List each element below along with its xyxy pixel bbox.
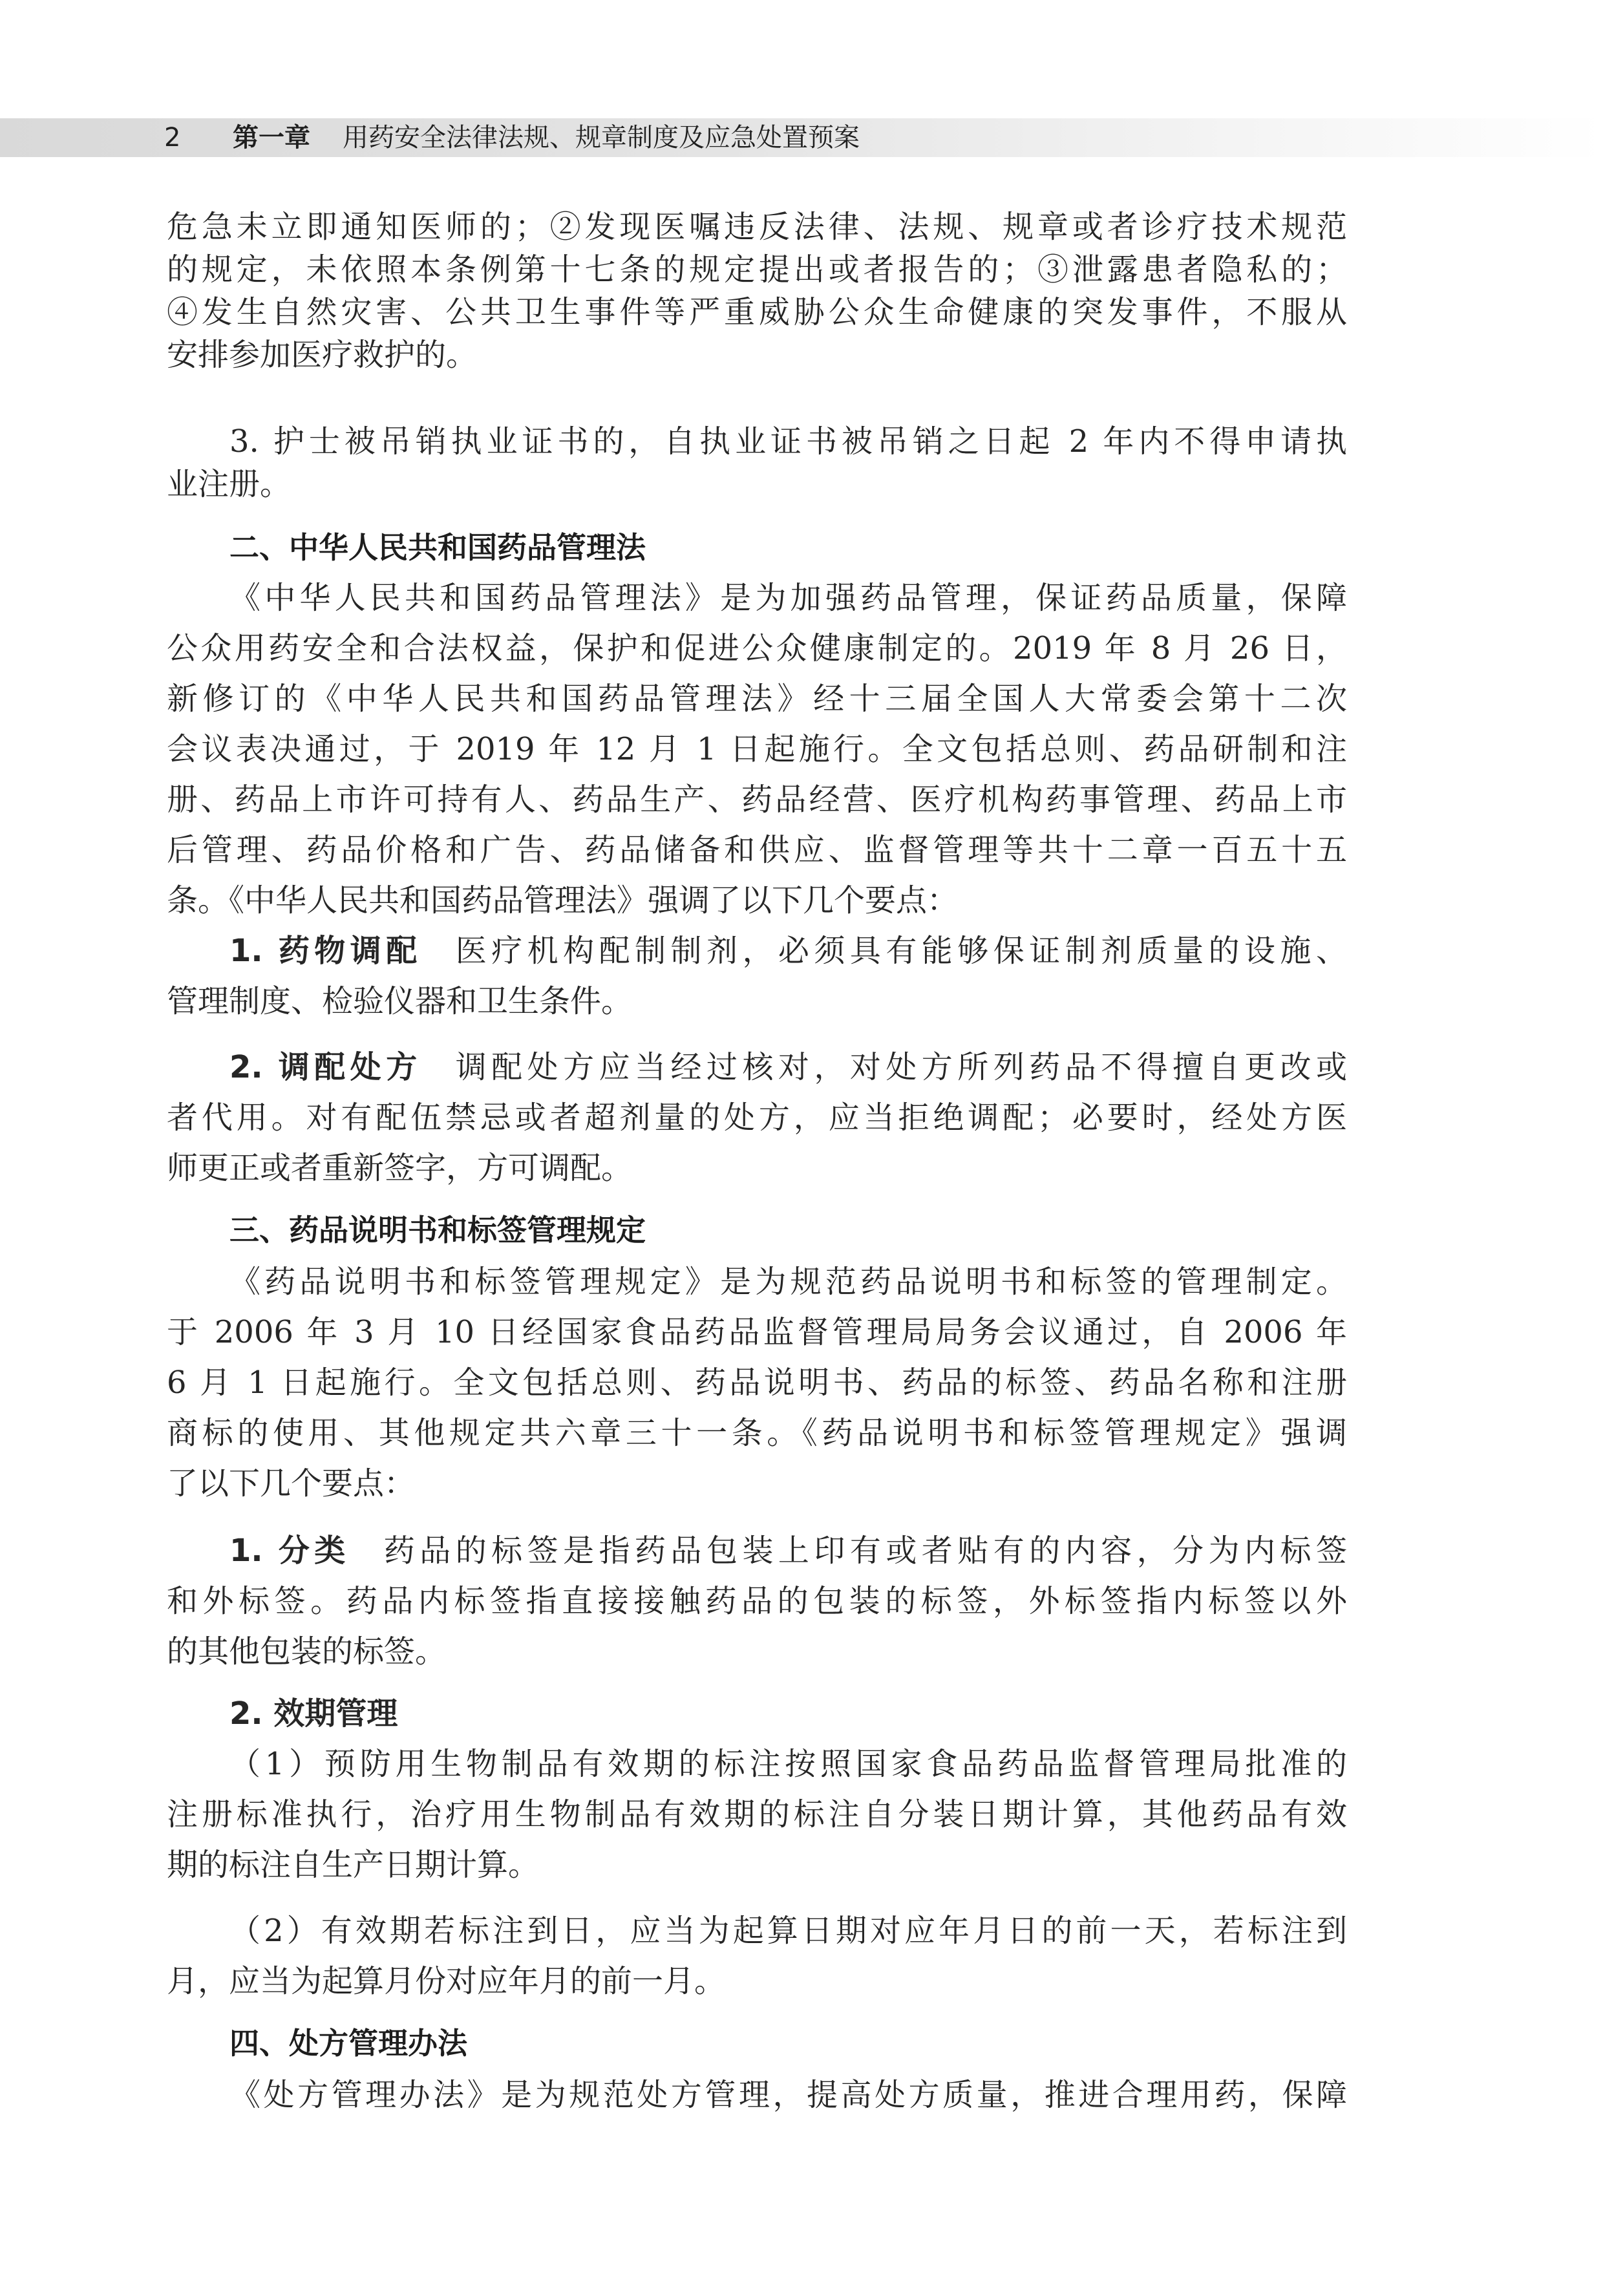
page-number: 2 [164,123,181,153]
chapter-label: 第一章 [233,123,310,153]
point-label: 1. 药物调配 [229,933,422,969]
point-label: 2. 效期管理 [229,1695,398,1732]
point-text: 药品的标签是指药品包装上印有或者贴有的内容，分为内标签 [383,1533,1347,1569]
body-line: 《处方管理办法》是为规范处方管理，提高处方质量，推进合理用药，保障 [229,2077,1347,2113]
body-line: 者代用。对有配伍禁忌或者超剂量的处方，应当拒绝调配；必要时，经处方医 [167,1100,1347,1136]
body-line [229,1046,1347,1089]
body-line: 业注册。 [167,466,292,502]
body-line: 和外标签。药品内标签指直接接触药品的包装的标签，外标签指内标签以外 [167,1583,1347,1619]
body-line: 注册标准执行，治疗用生物制品有效期的标注自分装日期计算，其他药品有效 [167,1796,1347,1833]
body-line: 的其他包装的标签。 [167,1633,447,1670]
body-line: 《中华人民共和国药品管理法》是为加强药品管理，保证药品质量，保障 [229,580,1347,616]
body-line: 后管理、药品价格和广告、药品储备和供应、监督管理等共十二章一百五十五 [167,832,1347,868]
section-heading: 四、处方管理办法 [229,2026,467,2061]
body-line: 新修订的《中华人民共和国药品管理法》经十三届全国人大常委会第十二次 [167,681,1347,717]
body-line: 师更正或者重新签字，方可调配。 [167,1150,633,1186]
body-line: 公众用药安全和合法权益，保护和促进公众健康制定的。2019 年 8 月 26 日， [167,630,1347,666]
body-line [229,1692,1347,1735]
body-line: 会议表决通过，于 2019 年 12 月 1 日起施行。全文包括总则、药品研制和注 [167,731,1347,767]
body-line: （2）有效期若标注到日，应当为起算日期对应年月日的前一天，若标注到 [229,1913,1347,1949]
section-heading: 三、药品说明书和标签管理规定 [229,1213,646,1248]
body-line: 条。《中华人民共和国药品管理法》强调了以下几个要点： [167,882,959,919]
body-line: 册、药品上市许可持有人、药品生产、药品经营、医疗机构药事管理、药品上市 [167,781,1347,818]
point-label: 2. 调配处方 [229,1049,422,1085]
body-line: 3. 护士被吊销执业证书的，自执业证书被吊销之日起 2 年内不得申请执 [229,423,1347,460]
section-heading: 二、中华人民共和国药品管理法 [229,530,646,565]
body-line: 《药品说明书和标签管理规定》是为规范药品说明书和标签的管理制定。 [229,1264,1347,1300]
point-text: 调配处方应当经过核对，对处方所列药品不得擅自更改或 [455,1049,1347,1085]
body-line: 期的标注自生产日期计算。 [167,1847,540,1883]
body-line: 了以下几个要点： [167,1465,416,1502]
body-line: 6 月 1 日起施行。全文包括总则、药品说明书、药品的标签、药品名称和注册 [167,1365,1347,1401]
body-line: 管理制度、检验仪器和卫生条件。 [167,983,633,1019]
body-line [229,1529,1347,1572]
body-line: 危急未立即通知医师的；②发现医嘱违反法律、法规、规章或者诊疗技术规范 [167,209,1347,245]
point-text: 医疗机构配制制剂，必须具有能够保证制剂质量的设施、 [455,933,1347,969]
body-line [229,930,1347,972]
body-line: （1）预防用生物制品有效期的标注按照国家食品药品监督管理局批准的 [229,1746,1347,1782]
point-label: 1. 分类 [229,1533,350,1569]
chapter-title: 用药安全法律法规、规章制度及应急处置预案 [343,123,860,153]
body-line: 商标的使用、其他规定共六章三十一条。《药品说明书和标签管理规定》强调 [167,1415,1347,1451]
body-line: 的规定，未依照本条例第十七条的规定提出或者报告的；③泄露患者隐私的； [167,251,1347,288]
body-line: 于 2006 年 3 月 10 日经国家食品药品监督管理局局务会议通过，自 2006 年 [167,1314,1347,1350]
body-line: 月，应当为起算月份对应年月的前一月。 [167,1963,726,1999]
body-line: 安排参加医疗救护的。 [167,337,478,373]
body-line: ④发生自然灾害、公共卫生事件等严重威胁公众生命健康的突发事件，不服从 [167,294,1347,330]
